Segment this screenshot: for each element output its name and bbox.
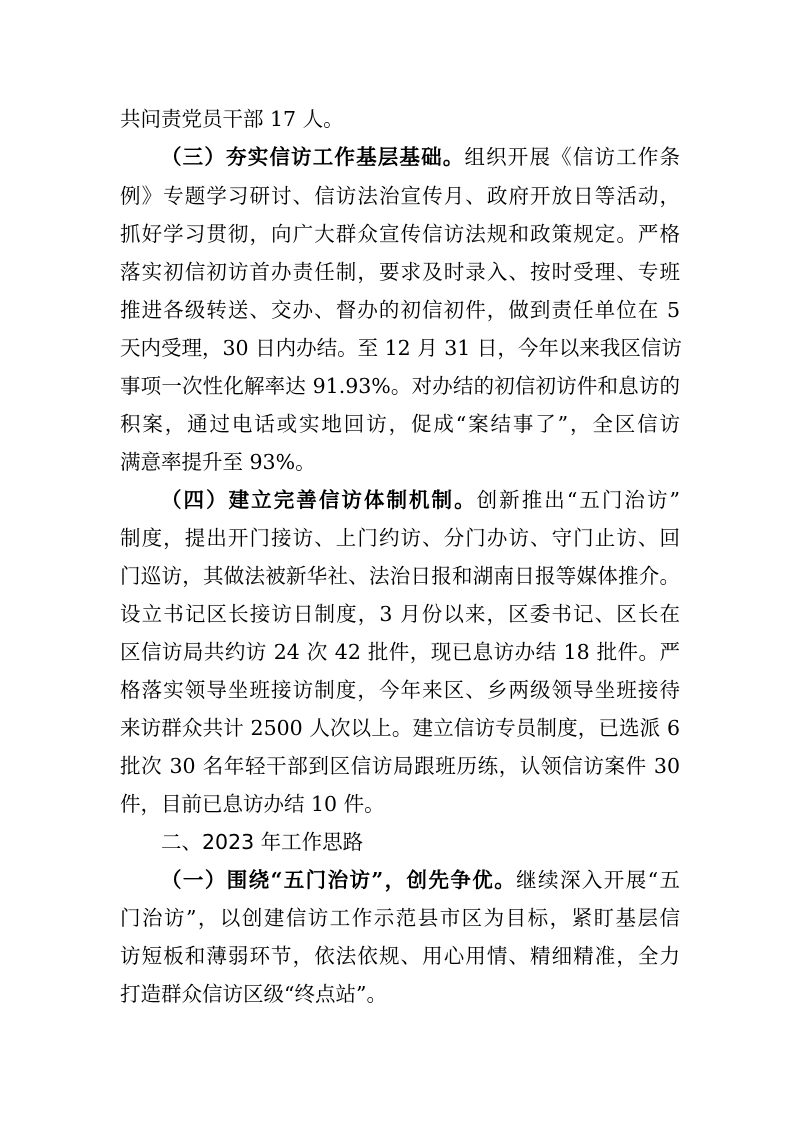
paragraph-line: 件，目前已息访办结 10 件。 (120, 792, 385, 816)
paragraph-line: 区信访局共约访 24 次 42 批件，现已息访办结 18 批件。严 (120, 640, 680, 664)
paragraph-line: 天内受理，30 日内办结。至 12 月 31 日，今年以来我区信访 (120, 336, 682, 360)
paragraph-line: 打造群众信访区级“终点站”。 (120, 982, 387, 1006)
paragraph-line: 抓好学习贯彻，向广大群众宣传信访法规和政策规定。严格 (120, 222, 680, 246)
paragraph-line: 门巡访，其做法被新华社、法治日报和湖南日报等媒体推介。 (120, 564, 680, 588)
paragraph-line: 来访群众共计 2500 人次以上。建立信访专员制度，已选派 6 (120, 716, 680, 740)
paragraph-line: 批次 30 名年轻干部到区信访局跟班历练，认领信访案件 30 (120, 754, 680, 778)
section-heading-line: （一）围绕“五门治访”，创先争优。继续深入开展“五 (161, 868, 680, 892)
paragraph-line: 积案，通过电话或实地回访，促成“案结事了”，全区信访 (120, 412, 680, 436)
paragraph-line: 推进各级转送、交办、督办的初信初件，做到责任单位在 5 (120, 298, 680, 322)
paragraph-line: 格落实领导坐班接访制度，今年来区、乡两级领导坐班接待 (120, 678, 680, 702)
section-heading-line: （四）建立完善信访体制机制。创新推出“五门治访” (161, 488, 681, 512)
paragraph-line: 落实初信初访首办责任制，要求及时录入、按时受理、专班 (120, 260, 680, 284)
section-heading-3: （三）夯实信访工作基层基础。 (161, 145, 465, 169)
paragraph-line: 共问责党员干部 17 人。 (120, 107, 344, 131)
paragraph-line: 满意率提升至 93%。 (120, 450, 316, 474)
chapter-heading: 二、2023 年工作思路 (161, 830, 364, 854)
paragraph-line: 访短板和薄弱环节，依法依规、用心用情、精细精准，全力 (120, 944, 680, 968)
paragraph-line: 事项一次性化解率达 91.93%。对办结的初信初访件和息访的 (120, 374, 680, 398)
section-heading-4: （四）建立完善信访体制机制。 (161, 488, 477, 512)
paragraph-line: 制度，提出开门接访、上门约访、分门办访、守门止访、回 (120, 526, 680, 550)
paragraph-line: 门治访”，以创建信访工作示范县市区为目标，紧盯基层信 (120, 906, 680, 930)
section-heading-1: （一）围绕“五门治访”，创先争优。 (161, 868, 517, 892)
paragraph-line: 例》专题学习研讨、信访法治宣传月、政府开放日等活动， (120, 184, 680, 208)
paragraph-line: 设立书记区长接访日制度，3 月份以来，区委书记、区长在 (120, 602, 680, 626)
section-heading-line: （三）夯实信访工作基层基础。组织开展《信访工作条 (161, 145, 681, 169)
